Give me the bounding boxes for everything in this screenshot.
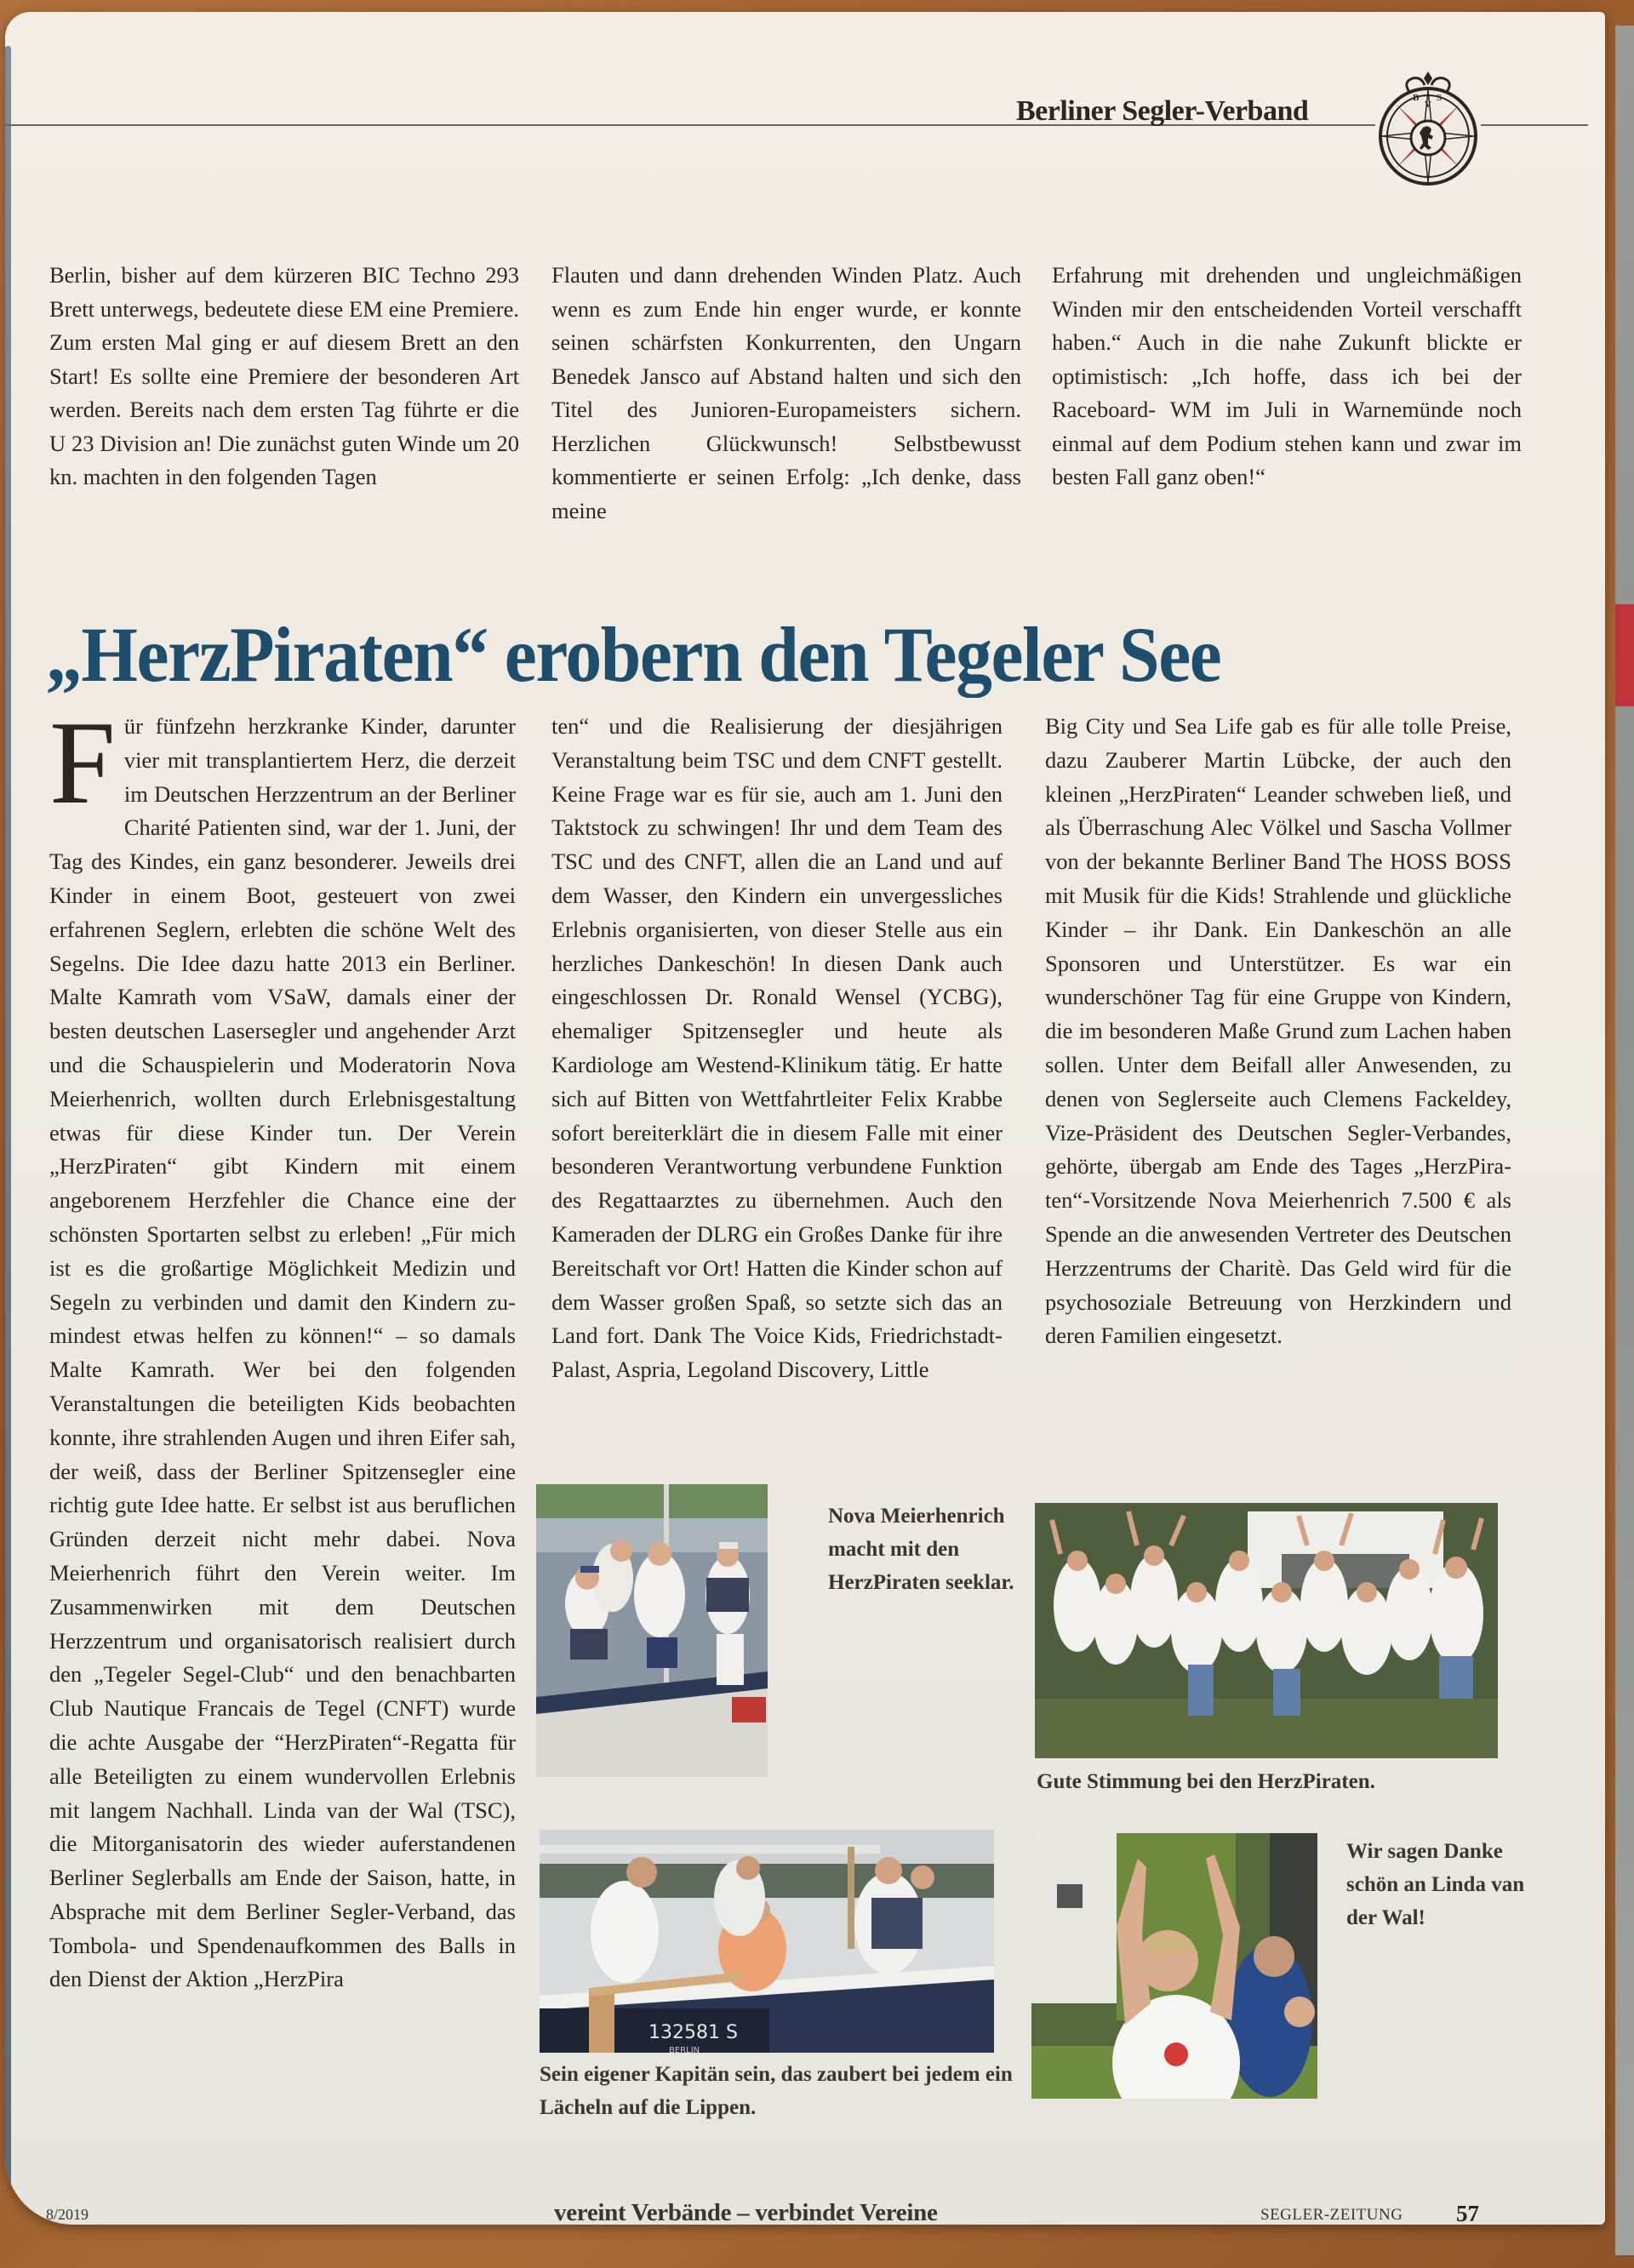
article-column-2 [551,710,1003,1387]
svg-text:BERLIN: BERLIN [669,2046,700,2053]
intro-paragraph: Flauten und dann drehenden Winden Platz. Auch wenn es zum Ende hin enger wurde, er konnte seinen schärfsten Konkurrenten, den Ungarn Benedek Jansco auf Abstand halten und sich den Titel des Junioren-Europameisters sichern. Herzlichen Glückwunsch! Selbstbewusst kommentierte er seinen Erfolg: „Ich denke, dass meine [551,262,1021,523]
svg-text:132581 S: 132581 S [648,2022,738,2043]
article-paragraph: Big City und Sea Life gab es für alle tolle Preise, dazu Zauberer Martin Lübcke, der auch den kleinen „HerzPiraten“ Leander schweben ließ, und als Überraschung Alec Völkel und Sascha Vollmer von der bekannte Berliner Band The HOSS BOSS mit Musik für die Kids! Strahlende und glückliche Kinder – ihr Dank. Ein Dankeschön an alle Sponsoren und Unterstützer. Es war ein wunderschöner Tag für eine Gruppe von Kindern, die im besonderen Maße Grund zum Lachen haben sollen. Unter dem Beifall aller Anwesenden, zu denen von Seglerseite auch Clemens Fackeldey, Vize-Präsident des Deutschen Segler-Verbandes, gehörte, übergab am Ende des Tages „HerzPiraten“-Vorsitzende Nova Meierhenrich 7.500 € als Spende an die anwesenden Vertreter des Deutschen Herzzentrums der Charitè. Das Geld wird für die psychosoziale Betreuung von Herzkindern und deren Familien eingesetzt. [1045,713,1511,1349]
section-title: Berliner Segler-Verband [1016,95,1309,127]
photo-caption: Nova Meierhenrich macht mit den HerzPiraten seeklar. [828,1505,1014,1594]
article-paragraph: ten“ und die Realisierung der diesjährigen Veranstaltung beim TSC und dem CNFT gestellt. Keine Frage war es für sie, auch am 1. Juni den Taktstock zu schwingen! Ihr und dem Team des TSC und des CNFT, allen die an Land und auf dem Wasser, den Kindern ein unvergessliches Erlebnis organisierten, von dieser Stelle aus ein herzliches Dankeschön! In diesen Dank auch eingeschlossen Dr. Ronald Wensel (YCBG), ehemaliger Spitzensegler und heute als Kardiologe am Westend-Klinikum tätig. Er hatte sich auf Bitten von Wettfahrtleiter Felix Krabbe sofort bereiterklärt die in diesem Falle mit einer besonderen Verantwortung verbundene Funktion des Regattaarztes zu übernehmen. Auch den Kameraden der DLRG ein Großes Danke für ihre Bereitschaft vor Ort! Hatten die Kinder schon auf dem Wasser großen Spaß, so setzte sich das an Land fort. Dank The Voice Kids, Friedrichstadt-Palast, Aspria, Legoland Discovery, Little [551,713,1003,1383]
photo-caption: Wir sagen Danke schön an Linda van der Wal! [1346,1840,1525,1929]
intro-paragraph: Berlin, bisher auf dem kürzeren BIC Techno 293 Brett unterwegs, bedeutete diese EM eine Premiere. Zum ersten Mal ging er auf diesem Brett an den Start! Es sollte eine Premiere der besonderen Art werden. Bereits nach dem ersten Tag führte er die U 23 Division an! Die zunächst guten Winde um 20 kn. machten in den folgenden Tagen [49,262,519,489]
footer-motto: vereint Verbände – verbindet Vereine [554,2199,938,2225]
red-section-tab [1615,604,1634,706]
article-headline: „HerzPiraten“ erobern den Tegeler See [46,611,1221,698]
bsv-compass-rose-logo-icon [1375,70,1481,189]
intro-column-3 [1052,259,1522,494]
photo-boat-sailing [540,1830,994,2053]
magazine-page [5,12,1605,2225]
article-column-1 [49,697,516,1997]
magazine-name: SEGLER-ZEITUNG [1260,2206,1403,2224]
intro-column-1 [49,259,519,494]
intro-column-2 [551,259,1021,528]
photo-caption: Gute Stimmung bei den HerzPiraten. [1037,1770,1375,1793]
photo-nova-on-boat [536,1484,768,1777]
adjacent-page-edge [1615,26,1634,2255]
article-column-3 [1045,710,1511,1353]
drop-cap: F [49,697,116,829]
photo-linda-clapping [1031,1833,1317,2099]
svg-text:B: B [1413,93,1420,103]
photo-group-cheering [1035,1503,1498,1758]
page-binding-edge [5,46,11,2208]
svg-text:S: S [1437,93,1443,103]
article-paragraph: ür fünfzehn herzkranke Kinder, darunter vier mit transplantiertem Herz, die derzeit im Deutschen Herzzentrum an der Berliner Charité Patienten sind, war der 1. Juni, der Tag des Kindes, ein ganz besonderer. Jeweils drei Kinder in einem Boot, gesteuert von zwei erfahrenen Seglern, erlebten die schöne Welt des Segelns. Die Idee dazu hatte 2013 ein Berliner. Malte Kamrath vom VSaW, damals einer der besten deutschen Lasersegler und angehender Arzt und die Schauspielerin und Moderatorin Nova Meierhenrich, wollten durch Erlebnisgestaltung etwas für diese Kinder tun. Der Verein „HerzPiraten“ gibt Kindern mit einem angeborenem Herzfehler die Chance eine der schönsten Sportarten selbst zu erleben! „Für mich ist es die großartige Möglichkeit Medizin und Segeln zu verbinden und damit den Kindern zumindest etwas helfen zu können!“ – so damals Malte Kamrath. Wer bei den folgenden Veranstaltungen die beteiligten Kids beobachten konnte, ihre strahlenden Augen und ihren Eifer sah, der weiß, dass der Berliner Spitzensegler eine richtig gute Idee hatte. Er selbst ist aus beruflichen Gründen derzeit nicht mehr dabei. Nova Meierhenrich führt den Verein weiter. Im Zusammenwirken mit dem Deutschen Herzzentrum und organisatorisch realisiert durch den „Tegeler Segel-Club“ und den benachbarten Club Nautique Francais de Tegel (CNFT) wurde die achte Ausgabe der “HerzPiraten“-Regatta für alle Beteiligten zu einem wundervollen Erlebnis mit langem Nachhall. Linda van der Wal (TSC), die Mitorganisatorin des wieder auferstandenen Berliner Seglerballs am Ende der Saison, hatte, in Absprache mit dem Berliner Segler-Verband, das Tombola- und Spendenaufkommen des Balls in den Dienst der Aktion „HerzPira [49,713,516,1992]
page-number: 57 [1456,2201,1479,2225]
photo-caption: Sein eigener Kapitän sein, das zaubert bei jedem ein Lächeln auf die Lippen. [540,2063,1013,2119]
intro-paragraph: Erfahrung mit drehenden und ungleichmäßigen Winden mir den entscheidenden Vorteil verschafft haben.“ Auch in die nahe Zukunft blickte er optimistisch: „Ich hoffe, dass ich bei der Raceboard- WM im Juli in Warnemünde noch einmal auf dem Podium stehen kann und zwar im besten Fall ganz oben!“ [1052,262,1522,489]
header-rule [5,124,1588,126]
issue-number: 8/2019 [46,2206,89,2223]
svg-text:V: V [1425,100,1431,110]
